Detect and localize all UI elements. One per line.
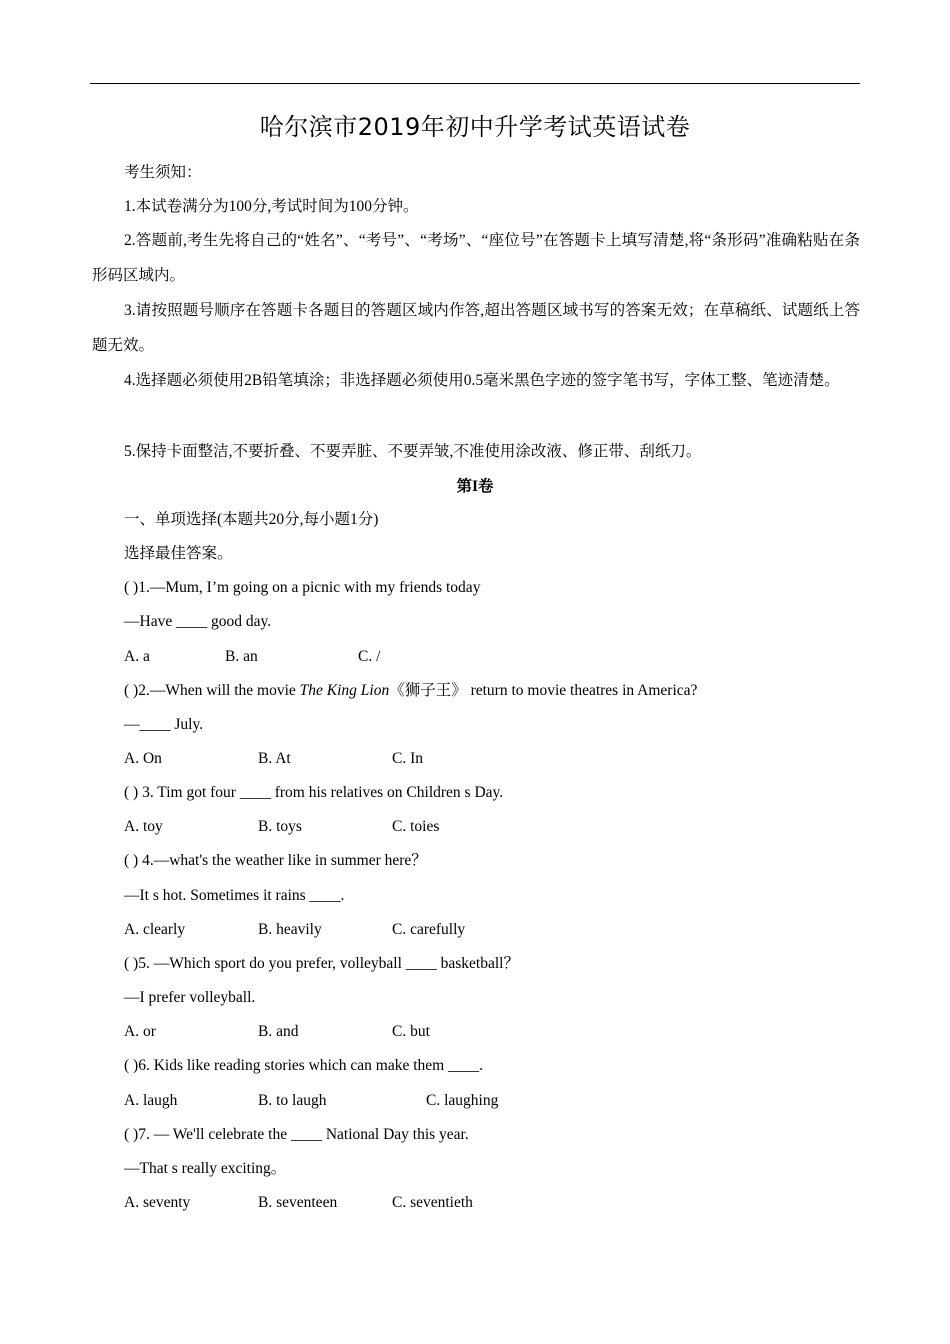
question-5-reply: —I prefer volleyball. (124, 989, 256, 1006)
question-2-option-b: B. At (258, 750, 291, 767)
question-1-reply: —Have ____ good day. (124, 613, 272, 630)
question-3-stem: ( ) 3. Tim got four ____ from his relatives on Children s Day. (124, 784, 504, 801)
part-heading: 一、单项选择(本题共20分,每小题1分) (124, 511, 379, 528)
instruction: 选择最佳答案。 (124, 545, 233, 562)
header-rule (90, 83, 860, 84)
question-5-option-b: B. and (258, 1023, 299, 1040)
section-title: 第I卷 (456, 478, 494, 495)
question-6-option-b: B. to laugh (258, 1092, 327, 1109)
question-1-option-c: C. / (358, 648, 381, 665)
question-6-stem: ( )6. Kids like reading stories which can make them ____. (124, 1057, 483, 1074)
notice-item-1: 1.本试卷满分为100分,考试时间为100分钟。 (124, 198, 419, 215)
question-2-stem (124, 681, 697, 701)
question-3-option-a: A. toy (124, 818, 163, 835)
question-1-option-a: A. a (124, 648, 150, 665)
question-4-option-a: A. clearly (124, 921, 186, 938)
question-2-movie-title: The King Lion (299, 682, 390, 699)
question-7-option-a: A. seventy (124, 1194, 191, 1211)
question-2-stem-start: ( )2.—When will the movie (124, 682, 300, 699)
notice-item-2: 2.答题前,考生先将自己的“姓名”、“考号”、“考场”、“座位号”在答题卡上填写清楚,将“条形码”准确粘贴在条形码区域内。 (92, 232, 860, 284)
question-6-option-c: C. laughing (426, 1092, 499, 1109)
page-title: 哈尔滨市2019年初中升学考试英语试卷 (259, 113, 691, 141)
question-6-option-a: A. laugh (124, 1092, 178, 1109)
question-3-option-b: B. toys (258, 818, 302, 835)
question-7-stem: ( )7. — We'll celebrate the ____ National Day this year. (124, 1126, 469, 1143)
question-5-stem: ( )5. —Which sport do you prefer, volleyball ____ basketball？ (124, 955, 519, 972)
question-4-option-c: C. carefully (392, 921, 466, 938)
question-1-option-b: B. an (225, 648, 258, 665)
notice-item-3: 3.请按照题号顺序在答题卡各题目的答题区域内作答,超出答题区域书写的答案无效；在草稿纸、试题纸上答题无效。 (92, 302, 860, 354)
question-1-stem: ( )1.—Mum, I’m going on a picnic with my friends today (124, 579, 481, 596)
question-4-stem: ( ) 4.—what's the weather like in summer here？ (124, 852, 427, 869)
question-7-option-b: B. seventeen (258, 1194, 338, 1211)
question-2-reply: —____ July. (124, 716, 204, 733)
question-7-reply: —That s really exciting。 (124, 1160, 287, 1177)
question-5-option-c: C. but (392, 1023, 430, 1040)
question-2-option-c: C. In (392, 750, 423, 767)
question-2-stem-end: 《狮子王》 return to movie theatres in America? (389, 682, 698, 699)
notice-heading: 考生须知： (124, 164, 202, 181)
question-7-option-c: C. seventieth (392, 1194, 473, 1211)
question-3-option-c: C. toies (392, 818, 440, 835)
notice-item-4: 4.选择题必须使用2B铅笔填涂；非选择题必须使用0.5毫米黑色字迹的签字笔书写，字体工整、笔迹清楚。 (124, 372, 840, 389)
question-2-option-a: A. On (124, 750, 162, 767)
question-4-option-b: B. heavily (258, 921, 322, 938)
question-4-reply: —It s hot. Sometimes it rains ____. (124, 887, 345, 904)
notice-item-5: 5.保持卡面整洁,不要折叠、不要弄脏、不要弄皱,不准使用涂改液、修正带、刮纸刀。 (124, 443, 702, 460)
question-5-option-a: A. or (124, 1023, 156, 1040)
